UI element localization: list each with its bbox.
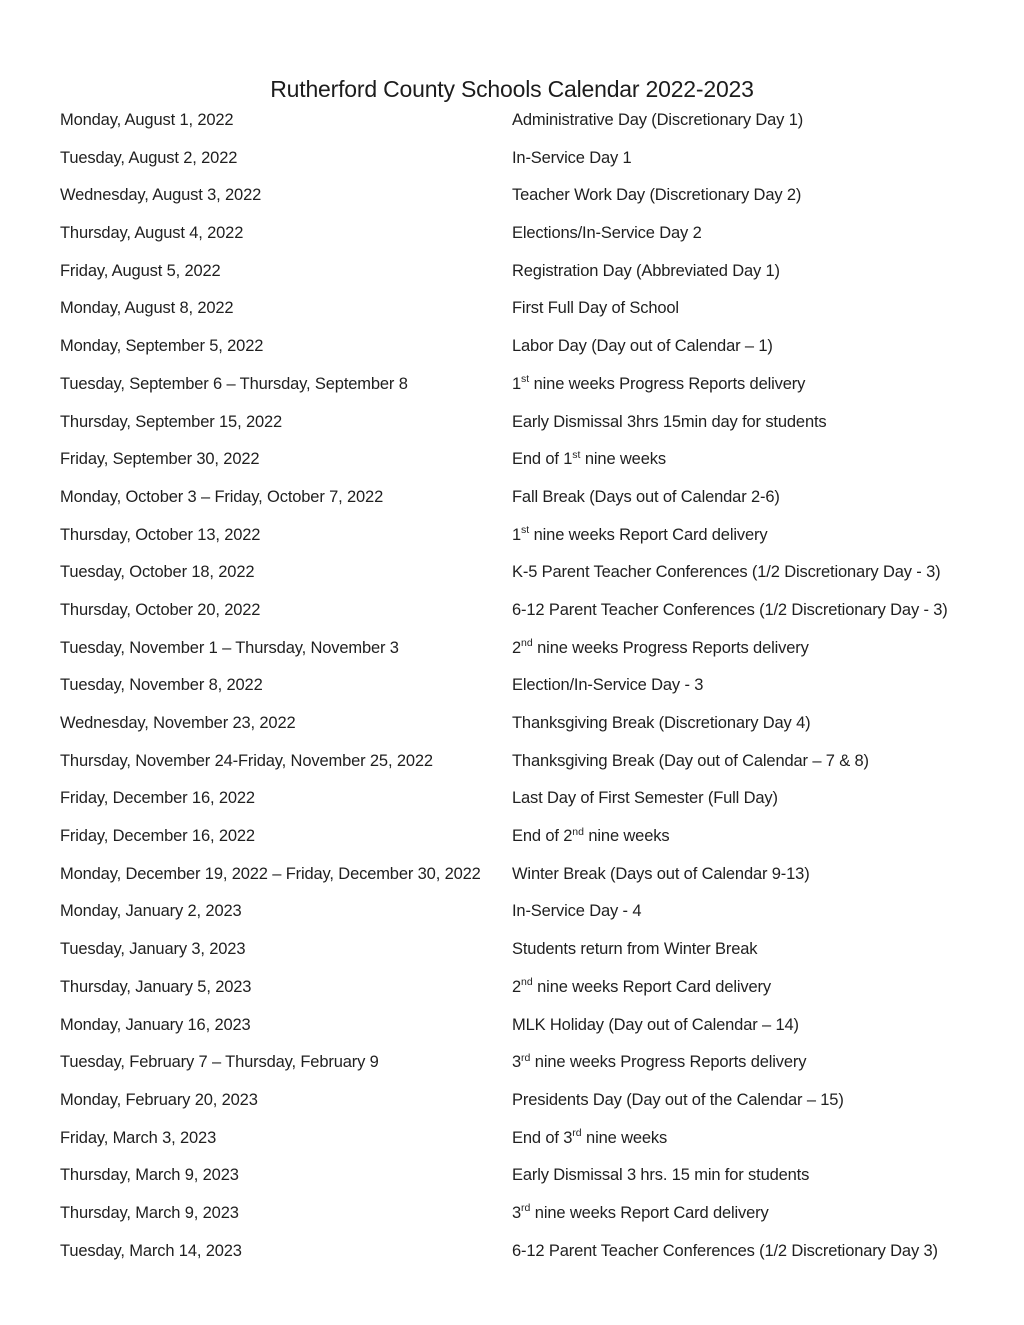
- calendar-row: [60, 253, 1024, 291]
- row-date: Tuesday, February 7 – Thursday, February 9: [60, 1053, 379, 1072]
- row-date: Thursday, January 5, 2023: [60, 977, 252, 996]
- row-date: Tuesday, September 6 – Thursday, September 8: [60, 374, 408, 393]
- row-date: Thursday, March 9, 2023: [60, 1203, 239, 1222]
- row-event: Registration Day (Abbreviated Day 1): [512, 261, 780, 280]
- row-event: Early Dismissal 3 hrs. 15 min for students: [512, 1166, 810, 1185]
- calendar-rows: [60, 102, 1024, 1270]
- row-event: 2nd nine weeks Report Card delivery: [512, 976, 771, 996]
- ordinal-superscript: rd: [572, 1127, 582, 1140]
- calendar-row: [60, 1044, 1024, 1082]
- row-date: Friday, August 5, 2022: [60, 261, 221, 280]
- ordinal-superscript: st: [521, 373, 530, 386]
- row-event: Administrative Day (Discretionary Day 1): [512, 111, 804, 129]
- calendar-row: [60, 1157, 1024, 1195]
- row-event: Labor Day (Day out of Calendar – 1): [512, 337, 773, 356]
- row-event: Fall Break (Days out of Calendar 2-6): [512, 487, 780, 506]
- row-date: Friday, September 30, 2022: [60, 450, 260, 469]
- calendar-row: [60, 893, 1024, 931]
- row-date: Monday, January 16, 2023: [60, 1015, 251, 1034]
- ordinal-superscript: rd: [521, 1051, 531, 1064]
- row-event: 1st nine weeks Progress Reports delivery: [512, 373, 806, 393]
- row-date: Thursday, November 24-Friday, November 25, 2022: [60, 751, 433, 770]
- row-date: Monday, December 19, 2022 – Friday, December 30, 2022: [60, 864, 481, 883]
- calendar-row: [60, 592, 1024, 630]
- calendar-row: [60, 290, 1024, 328]
- row-event: Winter Break (Days out of Calendar 9-13): [512, 864, 810, 883]
- row-date: Tuesday, November 1 – Thursday, November 3: [60, 638, 399, 657]
- row-date: Friday, December 16, 2022: [60, 827, 255, 846]
- row-event: Thanksgiving Break (Discretionary Day 4): [512, 714, 811, 732]
- calendar-row: [60, 140, 1024, 178]
- row-date: Wednesday, November 23, 2022: [60, 714, 296, 732]
- calendar-row: [60, 328, 1024, 366]
- calendar-row: [60, 554, 1024, 592]
- row-event: Early Dismissal 3hrs 15min day for students: [512, 412, 827, 431]
- calendar-row: [60, 856, 1024, 894]
- row-event: Students return from Winter Break: [512, 940, 758, 959]
- calendar-row: [60, 818, 1024, 856]
- row-event: 6-12 Parent Teacher Conferences (1/2 Discretionary Day 3): [512, 1241, 938, 1260]
- row-event: In-Service Day - 4: [512, 902, 642, 921]
- row-date: Tuesday, March 14, 2023: [60, 1241, 242, 1260]
- ordinal-superscript: st: [572, 448, 581, 461]
- calendar-row: [60, 1120, 1024, 1158]
- page-title: Rutherford County Schools Calendar 2022-2023: [270, 76, 754, 103]
- row-date: Thursday, October 20, 2022: [60, 600, 261, 619]
- calendar-row: [60, 969, 1024, 1007]
- ordinal-superscript: st: [521, 524, 530, 537]
- row-event: K-5 Parent Teacher Conferences (1/2 Discretionary Day - 3): [512, 563, 941, 582]
- row-date: Monday, August 8, 2022: [60, 299, 234, 318]
- row-date: Monday, August 1, 2022: [60, 111, 234, 129]
- row-event: End of 3rd nine weeks: [512, 1127, 668, 1147]
- calendar-row: [60, 366, 1024, 404]
- calendar-row: [60, 630, 1024, 668]
- calendar-row: [60, 780, 1024, 818]
- calendar-row: [60, 1233, 1024, 1271]
- ordinal-superscript: nd: [572, 825, 584, 838]
- ordinal-superscript: nd: [521, 976, 533, 989]
- row-event: 2nd nine weeks Progress Reports delivery: [512, 637, 809, 657]
- calendar-row: [60, 1007, 1024, 1045]
- row-date: Monday, January 2, 2023: [60, 902, 242, 921]
- row-event: In-Service Day 1: [512, 148, 632, 167]
- calendar-row: [60, 1082, 1024, 1120]
- row-date: Thursday, March 9, 2023: [60, 1166, 239, 1185]
- calendar-row: [60, 1195, 1024, 1233]
- row-date: Monday, October 3 – Friday, October 7, 2022: [60, 487, 384, 506]
- row-event: 6-12 Parent Teacher Conferences (1/2 Discretionary Day - 3): [512, 600, 948, 619]
- ordinal-superscript: rd: [521, 1202, 531, 1215]
- row-date: Wednesday, August 3, 2022: [60, 186, 262, 205]
- row-date: Tuesday, August 2, 2022: [60, 148, 238, 167]
- calendar-row: [60, 743, 1024, 781]
- row-event: Elections/In-Service Day 2: [512, 224, 702, 243]
- row-event: End of 1st nine weeks: [512, 448, 666, 469]
- row-event: 1st nine weeks Report Card delivery: [512, 524, 768, 544]
- calendar-row: [60, 479, 1024, 517]
- row-event: Thanksgiving Break (Day out of Calendar – 7 & 8): [512, 751, 869, 770]
- row-date: Friday, March 3, 2023: [60, 1128, 217, 1147]
- row-event: First Full Day of School: [512, 299, 679, 318]
- row-date: Thursday, October 13, 2022: [60, 525, 261, 544]
- ordinal-superscript: nd: [521, 637, 533, 650]
- calendar-row: [60, 705, 1024, 743]
- row-event: 3rd nine weeks Progress Reports delivery: [512, 1051, 807, 1072]
- row-event: Presidents Day (Day out of the Calendar – 15): [512, 1090, 844, 1109]
- row-date: Thursday, August 4, 2022: [60, 224, 244, 243]
- calendar-row: [60, 517, 1024, 555]
- row-date: Thursday, September 15, 2022: [60, 412, 283, 431]
- row-date: Monday, September 5, 2022: [60, 337, 264, 356]
- calendar-row: [60, 215, 1024, 253]
- row-date: Tuesday, November 8, 2022: [60, 676, 263, 695]
- row-date: Tuesday, January 3, 2023: [60, 940, 246, 959]
- calendar-row: [60, 441, 1024, 479]
- row-date: Monday, February 20, 2023: [60, 1090, 258, 1109]
- row-event: End of 2nd nine weeks: [512, 825, 670, 846]
- row-event: MLK Holiday (Day out of Calendar – 14): [512, 1015, 799, 1034]
- row-date: Tuesday, October 18, 2022: [60, 563, 255, 582]
- calendar-row: [60, 667, 1024, 705]
- calendar-row: [60, 404, 1024, 442]
- row-event: Teacher Work Day (Discretionary Day 2): [512, 186, 802, 205]
- calendar-row: [60, 177, 1024, 215]
- calendar-row: [60, 931, 1024, 969]
- row-event: Election/In-Service Day - 3: [512, 676, 704, 695]
- row-event: Last Day of First Semester (Full Day): [512, 789, 778, 808]
- row-date: Friday, December 16, 2022: [60, 789, 255, 808]
- row-event: 3rd nine weeks Report Card delivery: [512, 1202, 769, 1222]
- calendar-row: [60, 102, 1024, 140]
